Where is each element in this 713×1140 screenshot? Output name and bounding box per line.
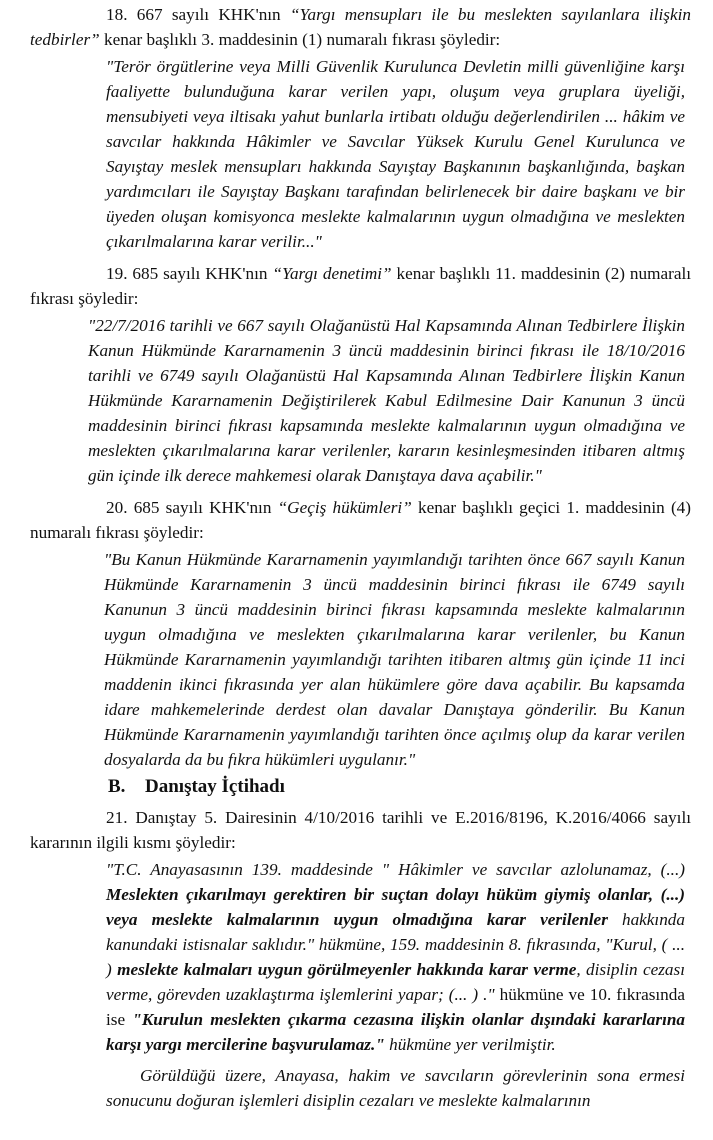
paragraph-18: 18. 667 sayılı KHK'nın “Yargı mensupları ile bu meslekten sayılanlara ilişkin tedbirler” kenar başlıklı 3. maddesinin (1) numaralı fıkrası şöyledir: (30, 5, 691, 49)
paragraph-21: 21. Danıştay 5. Dairesinin 4/10/2016 tarihli ve E.2016/8196, K.2016/4066 sayılı kararının ilgili kısmı şöyledir: (30, 808, 691, 852)
emphasis-text: Meslekten çıkarılmayı gerektiren bir suçtan dolayı hüküm giymiş olanlar, (...) veya meslekte kalmalarının uygun olmadığına karar verilenler (106, 885, 685, 929)
quote-685-khk-temp1: "Bu Kanun Hükmünde Kararnamenin yayımlandığı tarihten önce 667 sayılı Kanun Hükmünde Kararnamenin 3 üncü maddesinin birinci fıkrası ile 6749 sayılı Kanunun 3 üncü maddesinin birinci fıkrası kapsamında meslekte kalmalarının uygun olmadığına ve meslekten çıkarılmalarına karar verilenler, bu Kanun Hükmünde Kararnamenin yayımlandığı tarihten itibaren altmış gün içinde 11 inci maddenin ikinci fıkrasında yer alan hükümlere göre dava açabilir. Bu kapsamda idare mahkemelerinde derdest olan davalar Danıştaya gönderilir. Bu Kanun Hükmünde Kararnamenin yayımlandığı tarihten önce açılmış olup da karar verilen dosyalarda da bu fıkra hükümleri uygulanır." (104, 550, 685, 769)
quote-667-khk: "Terör örgütlerine veya Milli Güvenlik Kurulunca Devletin milli güvenliğine karşı faaliyette bulunduğuna karar verilen yapı, oluşum veya gruplara üyeliği, mensubiyeti veya iltisakı yahut bunlarla irtibatı olduğu değerlendirilen ... hâkim ve savcılar hakkında Hâkimler ve Savcılar Yüksek Kurulu Genel Kurulunca ve Sayıştay meslek mensupları hakkında Sayıştay Başkanının başkanlığında, başkan yardımcıları ile Sayıştay Başkanı tarafından belirlenecek bir daire başkanı ve bir üyeden oluşan komisyonca meslekte kalmalarının uygun olmadığına ve meslekten çıkarılmalarına karar verilir..." (106, 57, 685, 251)
quote-danistay-decision: "T.C. Anayasasının 139. maddesinde " Hâkimler ve savcılar azlolunamaz, (...) Meslekten çıkarılmayı gerektiren bir suçtan dolayı hüküm giymiş olanlar, (...) veya meslekte kalmalarının uygun olmadığına karar verilenler hakkında kanundaki istisnalar saklıdır." hükmüne, 159. maddesinin 8. fıkrasında, "Kurul, ( ... ) meslekte kalmaları uygun görülmeyenler hakkında karar verme, disiplin cezası verme, görevden uzaklaştırma işlemlerini yapar; (... ) ." hükmüne ve 10. fıkrasında ise "Kurulun meslekten çıkarma cezasına ilişkin olanlar dışındaki kararlarına karşı yargı mercilerine başvurulamaz." hükmüne yer verilmiştir. (106, 860, 686, 1054)
paragraph-number: 19. (106, 264, 128, 283)
article-title: “Yargı denetimi” (272, 264, 392, 283)
quote-685-khk-art11: "22/7/2016 tarihli ve 667 sayılı Olağanüstü Hal Kapsamında Alınan Tedbirlere İlişkin Kanun Hükmünde Kararnamenin 3 üncü maddesinin birinci fıkrası ile 18/10/2016 tarihli ve 6749 sayılı Olağanüstü Hal Kapsamında Alınan Tedbirlere İlişkin Kanun Hükmünde Kararnamenin Değiştirilerek Kabul Edilmesine Dair Kanunun 3 üncü maddesinin birinci fıkrası kapsamında meslekte kalmalarının uygun olmadığına ve meslekten çıkarılmalarına karar verilenler, kararın kesinleşmesinden itibaren altmış gün içinde ilk derece mahkemesi olarak Danıştaya dava açabilir." (88, 316, 685, 485)
document-page (0, 2, 713, 1113)
section-title: Danıştay İçtihadı (145, 776, 285, 797)
paragraph-number: 20. (106, 498, 128, 517)
emphasis-text: meslekte kalmaları uygun görülmeyenler hakkında karar verme (117, 960, 577, 979)
paragraph-19: 19. 685 sayılı KHK'nın “Yargı denetimi” kenar başlıklı 11. maddesinin (2) numaralı fıkrası şöyledir: (30, 264, 691, 308)
section-heading (0, 774, 713, 799)
section-letter: B. (108, 776, 126, 797)
article-title: “Geçiş hükümleri” (277, 498, 412, 517)
continuation-text: Görüldüğü üzere, Anayasa, hakim ve savcıların görevlerinin sona ermesi sonucunu doğuran işlemleri disiplin cezaları ve meslekte kalmalarının (106, 1066, 685, 1110)
emphasis-text: "Kurulun meslekten çıkarma cezasına ilişkin olanlar dışındaki kararlarına karşı yargı mercilerine başvurulamaz." (106, 1010, 686, 1054)
paragraph-20: 20. 685 sayılı KHK'nın “Geçiş hükümleri” kenar başlıklı geçici 1. maddesinin (4) numaralı fıkrası şöyledir: (30, 498, 691, 542)
paragraph-number: 21. (106, 808, 128, 827)
article-title: “Yargı mensupları ile bu meslekten sayılanlara ilişkin tedbirler” (30, 5, 691, 49)
paragraph-number: 18. (106, 5, 128, 24)
